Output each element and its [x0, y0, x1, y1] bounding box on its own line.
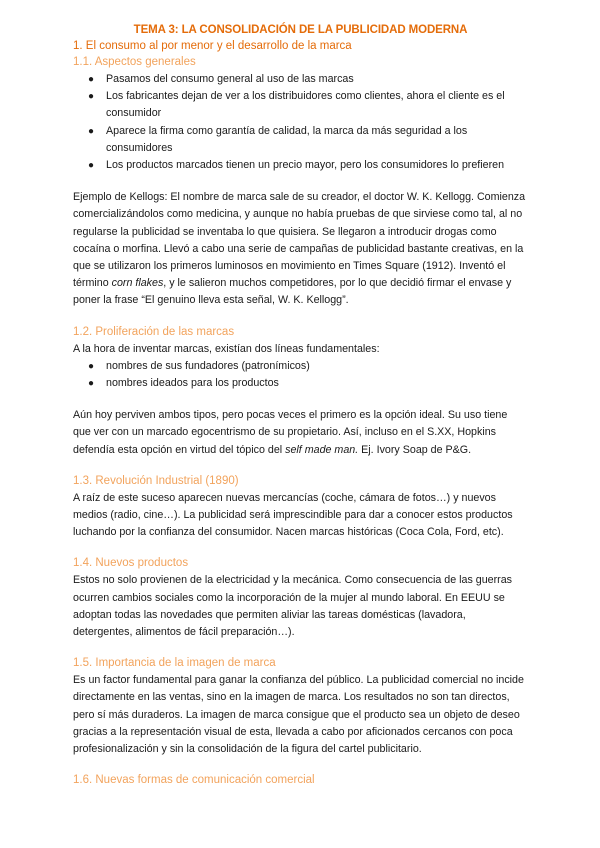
document-page: [73, 24, 528, 789]
subsection-heading-1-5: 1.5. Importancia de la imagen de marca: [73, 657, 276, 670]
section-heading-1: 1. El consumo al por menor y el desarrollo de la marca: [73, 40, 352, 52]
list-item: ● Pasamos del consumo general al uso de las marcas: [73, 71, 528, 88]
proliferacion-intro: A la hora de inventar marcas, existían dos líneas fundamentales:: [73, 342, 380, 355]
revolucion-paragraph: A raíz de este suceso aparecen nuevas mercancías (coche, cámara de fotos…) y nuevos medios (radio, cine…). La publicidad será imprescindible para dar a conocer estos productos luchando por la confianza del consumidor. Nacen marcas históricas (Coca Cola, Ford, etc).: [73, 491, 513, 539]
document-title: TEMA 3: LA CONSOLIDACIÓN DE LA PUBLICIDAD MODERNA: [133, 24, 468, 36]
bullet-list-aspectos: [73, 71, 528, 174]
bullet-list-marcas: [73, 358, 528, 392]
bullet-dot-icon: ●: [88, 91, 95, 103]
proliferacion-paragraph: Aún hoy perviven ambos tipos, pero pocas veces el primero es la opción ideal. Su uso tiene que ver con un marcado egocentrismo de su propietario. Así, incluso en el S.XX, Hopkins defendía esta opción en virtud del tópico del self made man. Ej. Ivory Soap de P&G.: [73, 409, 508, 456]
subsection-heading-1-4: 1.4. Nuevos productos: [73, 557, 189, 570]
bullet-dot-icon: ●: [88, 125, 95, 137]
list-item: ● nombres de sus fundadores (patronímicos): [73, 358, 528, 375]
subsection-heading-1-2: 1.2. Proliferación de las marcas: [73, 325, 235, 338]
subsection-heading-1-1: 1.1. Aspectos generales: [73, 56, 196, 68]
bullet-dot-icon: ●: [88, 160, 95, 172]
bullet-dot-icon: ●: [88, 74, 95, 85]
subsection-heading-1-3: 1.3. Revolución Industrial (1890): [73, 474, 239, 487]
imagen-marca-paragraph: Es un factor fundamental para ganar la confianza del público. La publicidad comercial no incide directamente en las ventas, sino en la imagen de marca. Los resultados no son tan directos, pero sí más duraderos. La imagen de marca consigue que el producto sea un objeto de deseo gracias a la representación visual de esta, llevada a cabo por aficionados cercanos con poca profesionalización y sin la consolidación de la figura del cartel publicitario.: [73, 674, 524, 756]
list-item: ● Aparece la firma como garantía de calidad, la marca da más seguridad a los consumidores: [88, 124, 468, 154]
kellogg-paragraph: Ejemplo de Kellogs: El nombre de marca sale de su creador, el doctor W. K. Kellogg. Comienza comercializándolos como medicina, y aunque no había pruebas de que sirviese como tal, al no regularse la publicidad se inventaba lo que quisiera. Se llegaron a introducir drogas como cocaína o morfina. Llevó a cabo una serie de campañas de publicidad bastante creativas, en la que se utilizaron los primeros luminosos en movimiento en Times Square (1912). Inventó el término corn flakes, y le salieron muchos competidores, por lo que decidió firmar el envase y poner la frase “El genuino lleva esta señal, W. K. Kellogg”.: [73, 191, 526, 307]
bullet-dot-icon: ●: [88, 360, 95, 372]
subsection-heading-1-6: 1.6. Nuevas formas de comunicación comercial: [73, 774, 315, 787]
bullet-dot-icon: ●: [88, 378, 95, 390]
corn-flakes-term: corn flakes: [111, 277, 164, 290]
nuevos-productos-paragraph: Estos no solo provienen de la electricidad y la mecánica. Como consecuencia de las guerras ocurren cambios sociales como la incorporación de la mujer al mundo laboral. En EEUU se adoptan todas las novedades que permiten aliviar las tareas domésticas (lavadora, detergentes, alimentos de fácil preparación…).: [73, 574, 513, 639]
self-made-man-term: self made man.: [285, 443, 359, 456]
list-item: ● nombres ideados para los productos: [73, 375, 528, 392]
list-item: ● Los fabricantes dejan de ver a los distribuidores como clientes, ahora el cliente es el consumidor: [88, 90, 505, 120]
list-item: ● Los productos marcados tienen un precio mayor, pero los consumidores lo prefieren: [73, 157, 528, 174]
